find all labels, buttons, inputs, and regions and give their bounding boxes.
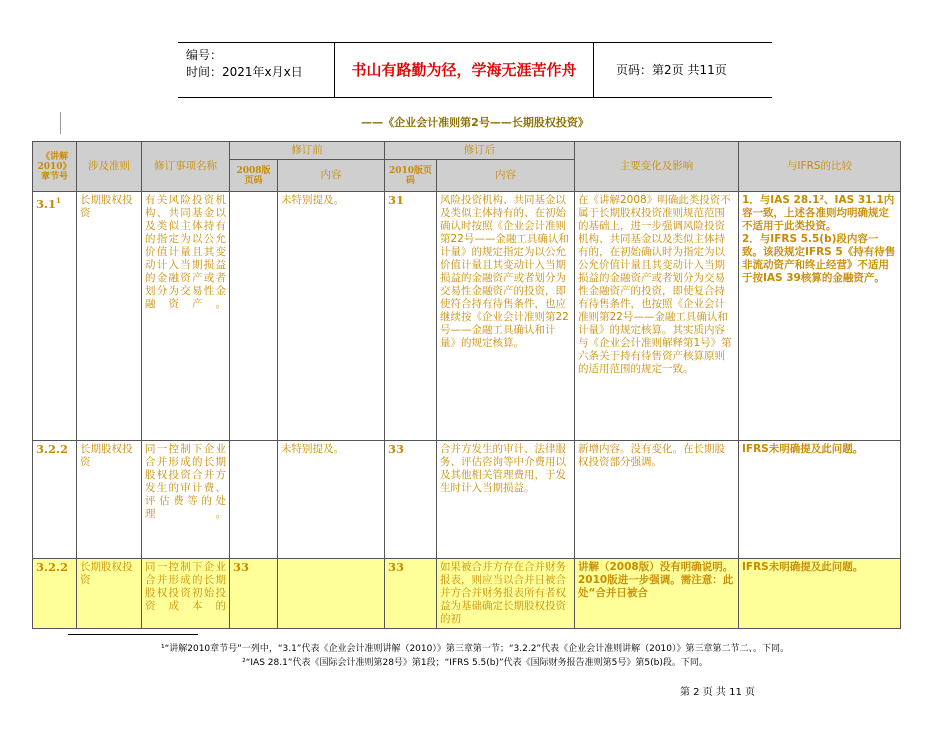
- changes-cell: 新增内容。没有变化。在长期股权投资部分强调。: [575, 441, 739, 559]
- before-page-cell: [230, 192, 278, 441]
- chapter-cell: $3.1^1$: [33, 192, 77, 441]
- page-number: 第 2 页 共 11 页: [680, 687, 755, 698]
- page-header: [178, 42, 772, 98]
- motto: 书山有路勤为径，学海无涯苦作舟: [334, 43, 594, 97]
- before-content-cell: 未特别提及。: [278, 441, 385, 559]
- header-after-content: 内容: [437, 160, 575, 192]
- time-label: 时间：2021年x月x日: [186, 65, 303, 79]
- item-cell: 同一控制下企业合并形成的长期股权投资合并方发生的审计费、评估费等的处理。: [142, 441, 230, 559]
- page-label: 页码：第2页 共11页: [616, 63, 727, 77]
- standard-cell: 长期股权投资: [77, 559, 142, 629]
- ifrs-paragraph: 1．与IAS 28.1²、IAS 31.1内容一致，上述各准则均明确规定不适用于此类投资。: [742, 194, 895, 232]
- item-cell: 有关风险投资机构、共同基金以及类似主体持有的指定为以公允价值计量且其变动计入当期损益的金融资产或者划分为交易性金融资产。: [142, 192, 230, 441]
- changes-cell: 在《讲解2008》明确此类投资不属于长期股权投资准则规范范围的基础上，进一步强调风险投资机构、共同基金以及类似主体持有的，在初始确认时为指定为以公允价值计量且其变动计入当期损益的金融资产或者划分为交易性金融资产的投资，即使复合持有待售条件，也按照《企业会计准则第22号——金融工具确认和计量》的规定核算。其实质内容与《企业会计准则解释第1号》第六条关于持有待售资产核算原则的适用范围的规定一致。: [575, 192, 739, 441]
- table-row: [33, 441, 901, 559]
- header-chapter: 《讲解2010》章节号: [33, 142, 77, 192]
- table-row: [33, 192, 901, 441]
- before-page-cell: [230, 441, 278, 559]
- header-before-content: 内容: [278, 160, 385, 192]
- number-label: 编号：: [186, 48, 223, 62]
- revision-table: [32, 141, 901, 629]
- header-before: 修订前: [230, 142, 385, 160]
- before-content-cell: [278, 559, 385, 629]
- footnote-2: ²“IAS 28.1”代表《国际会计准则第28号》第1段；“IFRS 5.5(b)”代表《国际财务报告准则第5号》第5(b)段。下同。: [242, 658, 708, 668]
- header-after: 修订后: [385, 142, 575, 160]
- before-content-cell: 未特别提及。: [278, 192, 385, 441]
- after-content-cell: 风险投资机构、共同基金以及类似主体持有的、在初始确认时按照《企业会计准则第22号——金融工具确认和计量》的规定指定为以公允价值计量且其变动计入当期损益的金融资产或者划分为交易性金融资产的投资，即使符合持有待售条件，也应继续按《企业会计准则第22号——金融工具确认和计量》的规定核算。: [437, 192, 575, 441]
- ifrs-paragraph: 2．与IFRS 5.5(b)段内容一致。该段规定IFRS 5《持有待售非流动资产和终止经营》不适用于按IAS 39核算的金融资产。: [742, 233, 896, 284]
- after-content-cell: 如果被合并方存在合并财务报表，则应当以合并日被合并方合并财务报表所有者权益为基础确定长期股权投资的初: [437, 559, 575, 629]
- chapter-cell: 3.2.2: [33, 441, 77, 559]
- before-page-cell: 33: [230, 559, 278, 629]
- after-page-cell: 33: [385, 441, 437, 559]
- header-meta: [186, 47, 303, 81]
- document-subtitle: ——《企业会计准则第2号——长期股权投资》: [361, 116, 589, 129]
- header-changes: 主要变化及影响: [575, 142, 739, 192]
- ifrs-cell: IFRS未明确提及此问题。: [739, 441, 901, 559]
- after-page-cell: 31: [385, 192, 437, 441]
- header-after-page: 2010版页码: [385, 160, 437, 192]
- chapter-cell: 3.2.2: [33, 559, 77, 629]
- header-standard: 涉及准则: [77, 142, 142, 192]
- header-before-page: 2008版页码: [230, 160, 278, 192]
- ifrs-cell: IFRS未明确提及此问题。: [739, 559, 901, 629]
- ifrs-cell: [739, 192, 901, 441]
- after-content-cell: 合并方发生的审计、法律服务、评估咨询等中介费用以及其他相关管理费用，于发生时计入当期损益。: [437, 441, 575, 559]
- table-row: [33, 559, 901, 629]
- footnote-1: ¹“讲解2010章节号”一列中，“3.1”代表《企业会计准则讲解（2010）》第三章第一节；“3.2.2”代表《企业会计准则讲解（2010）》第三章第二节二、。下同。: [160, 644, 789, 654]
- header-item: 修订事项名称: [142, 142, 230, 192]
- footnote-ref: 1: [56, 196, 61, 205]
- footnote-separator: [68, 634, 198, 635]
- standard-cell: 长期股权投资: [77, 192, 142, 441]
- item-cell: 同一控制下企业合并形成的长期股权投资初始投资成本的: [142, 559, 230, 629]
- after-page-cell: 33: [385, 559, 437, 629]
- changes-cell: 讲解（2008版）没有明确说明。2010版进一步强调。需注意：此处“合并日被合: [575, 559, 739, 629]
- header-ifrs: 与IFRS的比较: [739, 142, 901, 192]
- standard-cell: 长期股权投资: [77, 441, 142, 559]
